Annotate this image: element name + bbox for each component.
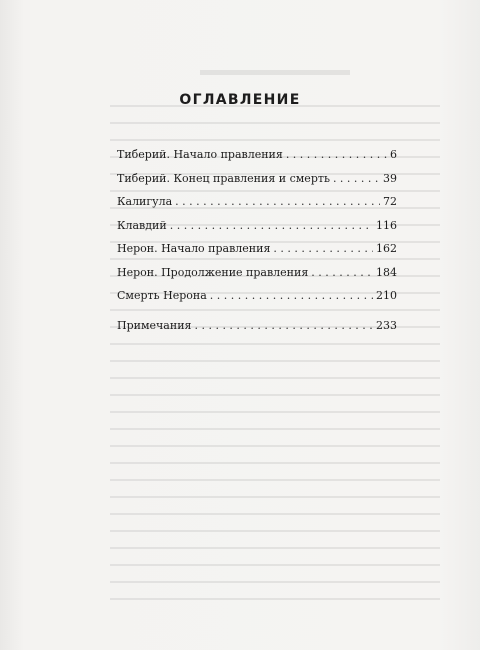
toc-entry-title: Тиберий. Конец правления и смерть [117,171,330,185]
toc-entry[interactable] [117,147,397,163]
toc-entry-title: Нерон. Продолжение правления [117,265,309,279]
dot-leader [210,288,373,304]
toc-heading: ОГЛАВЛЕНИЕ [179,92,301,108]
dot-leader [273,241,373,257]
toc-entry-title: Тиберий. Начало правления [117,148,283,161]
toc-entry-page: 210 [376,289,397,302]
toc-entry[interactable] [117,218,397,234]
toc-entry[interactable] [117,288,397,304]
toc-entry-page: 116 [376,218,397,232]
toc-entry-title: Нерон. Начало правления [117,242,271,255]
toc-entry-title: Смерть Нерона [117,289,207,302]
toc-entry-title: Клавдий [117,218,167,232]
toc-entry[interactable] [117,265,397,281]
dot-leader [333,171,380,187]
toc-entry-page: 6 [390,148,397,161]
toc-list [117,147,397,342]
dot-leader [286,147,387,163]
toc-entry[interactable] [117,171,397,187]
toc-entry-page: 72 [383,195,397,208]
dot-leader [311,265,373,281]
dot-leader [170,218,373,234]
toc-entry[interactable] [117,318,397,334]
toc-entry-title: Калигула [117,195,173,208]
toc-entry-page: 162 [376,242,397,255]
toc-entry-page: 184 [376,265,397,279]
toc-entry-page: 233 [376,319,397,332]
dot-leader [175,194,380,210]
toc-entry-page: 39 [383,171,397,185]
toc-entry[interactable] [117,241,397,257]
toc-entry[interactable] [117,194,397,210]
dot-leader [194,318,373,334]
toc-entry-title: Примечания [117,319,192,332]
